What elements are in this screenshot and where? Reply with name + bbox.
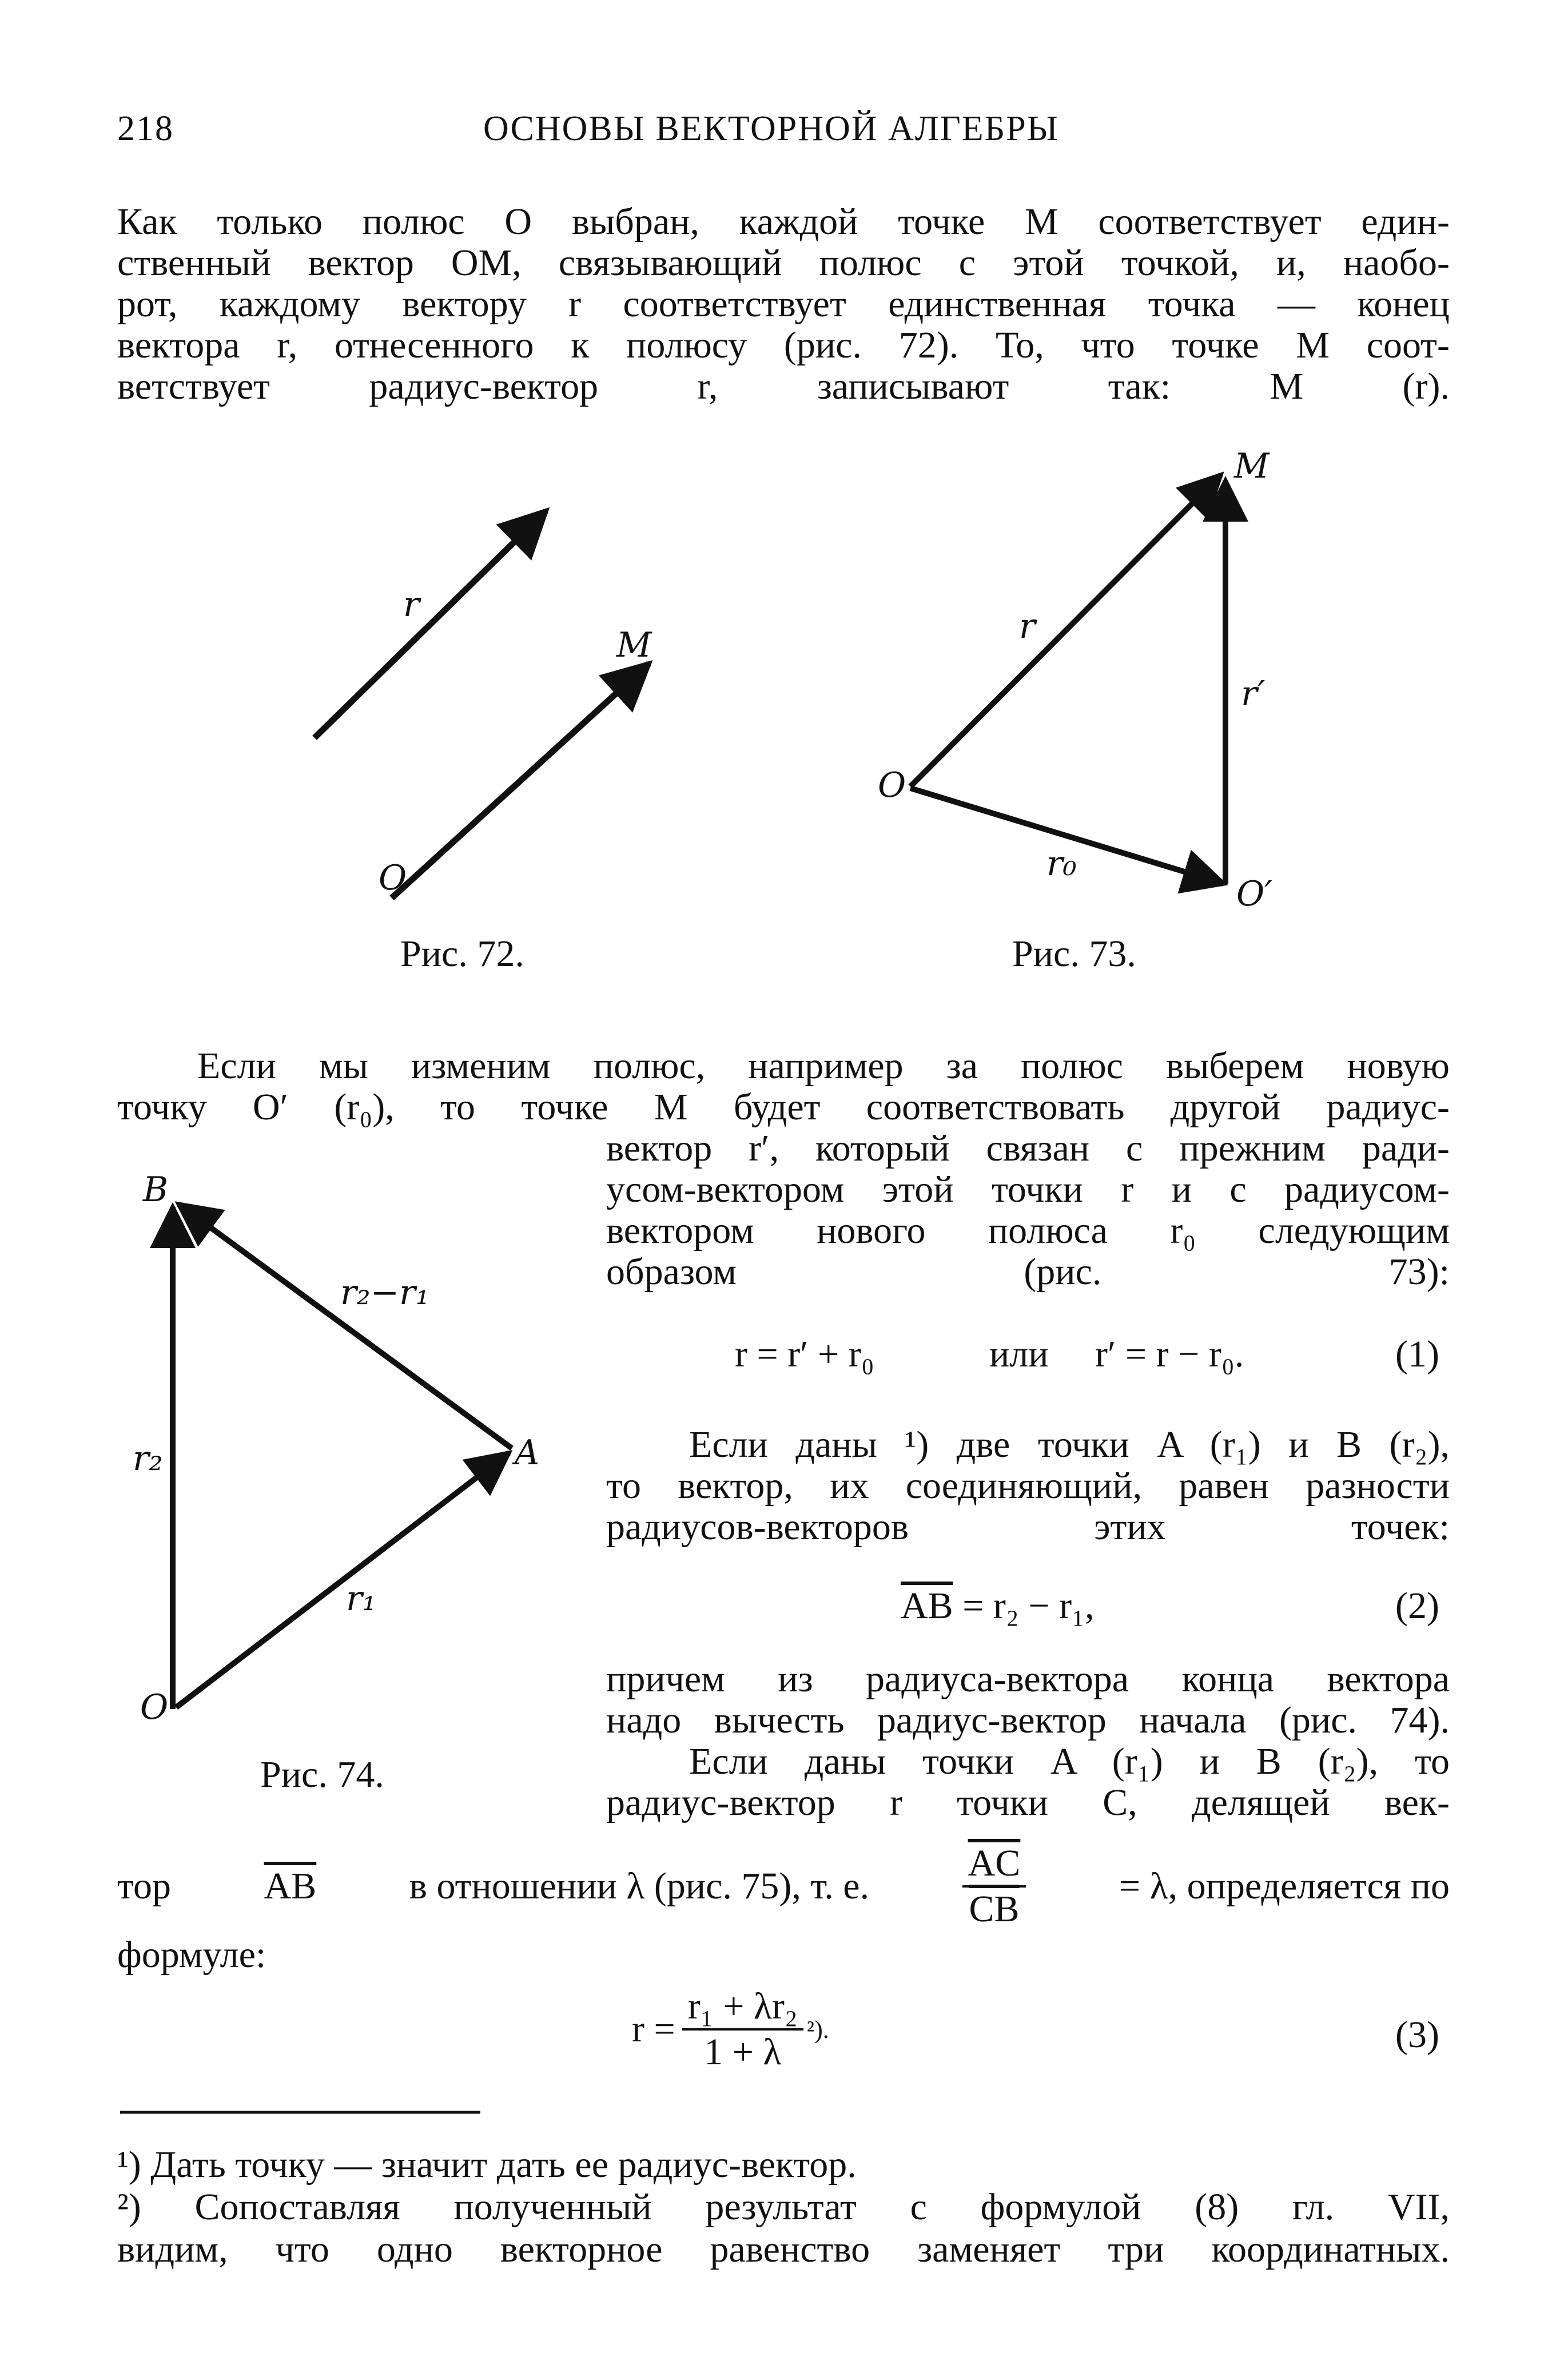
- label-M: M: [1234, 446, 1270, 486]
- vector-r2-minus-r1-arrow: [178, 1204, 512, 1448]
- running-title: ОСНОВЫ ВЕКТОРНОЙ АЛГЕБРЫ: [483, 109, 1059, 148]
- equation-1-left: r = r′ + r₀: [735, 1333, 874, 1375]
- footnote-2-cont: видим, что одно векторное равенство заменяет три координатных.: [117, 2228, 1450, 2270]
- vector-r-arrow: [910, 475, 1221, 786]
- text-line: точку O′ (r₀), то точке M будет соответствовать другой радиус-: [117, 1086, 1450, 1128]
- text-pre: тор: [117, 1865, 171, 1907]
- vector-r-arrow: [315, 511, 546, 738]
- segment-AC: $\overline{AC}$: [968, 1842, 1021, 1884]
- label-r: r: [1019, 606, 1036, 646]
- text-mid: в отношении λ (рис. 75), т. е.: [409, 1865, 870, 1907]
- text-line: образом (рис. 73):: [606, 1251, 1450, 1293]
- text-line: Если даны точки A (r₁) и B (r₂), то: [689, 1741, 1450, 1782]
- footnote-1: ¹) Дать точку — значит дать ее радиус-вектор.: [117, 2144, 857, 2186]
- paragraph-2-rest: [606, 1128, 1450, 1293]
- text-line: Если мы изменим полюс, например за полюс выберем новую: [197, 1045, 1450, 1087]
- vector-r1-arrow: [176, 1453, 509, 1707]
- label-B: B: [143, 1170, 169, 1210]
- text-line: рот, каждому вектору r соответствует единственная точка — конец: [117, 283, 1450, 325]
- equation-2-number: (2): [1395, 1585, 1439, 1627]
- text-line: усом-вектором этой точки r и с радиусом-: [606, 1169, 1450, 1210]
- text-line: вектора r, отнесенного к полюсу (рис. 72). То, что точке M соот-: [117, 324, 1450, 366]
- equation-1-number: (1): [1395, 1333, 1439, 1375]
- label-r2-minus-r1: r₂−r₁: [340, 1273, 429, 1313]
- text-line: то вектор, их соединяющий, равен разности: [606, 1465, 1450, 1507]
- ratio-fraction: [962, 1842, 1026, 1931]
- equation-3-denominator: 1 + λ: [704, 2031, 782, 2073]
- vector-OM-arrow: [392, 663, 649, 898]
- text-line: радиусов-векторов этих точек:: [606, 1506, 1450, 1548]
- equation-3: [632, 1985, 829, 2074]
- text-line: радиус-вектор r точки C, делящей век-: [606, 1782, 1450, 1823]
- text-line: причем из радиуса-вектора конца вектора: [606, 1658, 1450, 1700]
- text-line: Как только полюс O выбран, каждой точке M соответствует един-: [117, 201, 1450, 243]
- paragraph-3: [606, 1424, 1450, 1548]
- paragraph-5-last: формуле:: [117, 1934, 266, 1976]
- segment-AB: $\overline{AB}$: [901, 1585, 953, 1627]
- label-r: r: [403, 585, 420, 625]
- figure-72: [315, 511, 652, 898]
- text-line: Если даны ¹) две точки A (r₁) и B (r₂),: [689, 1424, 1450, 1465]
- equation-3-number: (3): [1395, 2014, 1439, 2056]
- equation-2: [901, 1584, 1095, 1628]
- label-M: M: [616, 625, 652, 665]
- label-A: A: [515, 1433, 540, 1473]
- footnotes: [117, 2144, 1450, 2271]
- label-r0: r₀: [1046, 844, 1077, 884]
- segment-CB: CB: [969, 1888, 1020, 1930]
- paragraph-5: [117, 1842, 1450, 1931]
- equation-1-right: r′ = r − r₀.: [1095, 1333, 1244, 1375]
- label-r-prime: r′: [1241, 674, 1265, 714]
- figure-72-caption: Рис. 72.: [400, 933, 524, 975]
- text-line: ственный вектор OM, связывающий полюс с этой точкой, и, наобо-: [117, 242, 1450, 284]
- equation-3-note: ²).: [806, 2015, 829, 2044]
- segment-AB: $\overline{AB}$: [264, 1865, 317, 1907]
- equation-3-lhs: r =: [632, 2008, 675, 2050]
- text-line: вектор r′, который связан с прежним ради-: [606, 1127, 1450, 1169]
- label-O: O: [379, 858, 407, 898]
- label-r2: r₂: [133, 1439, 163, 1479]
- text-post: = λ, определяется по: [1119, 1865, 1450, 1907]
- paragraph-2: [197, 1046, 1450, 1087]
- equation-2-rhs: = r₂ − r₁,: [962, 1585, 1095, 1627]
- text-line: надо вычесть радиус-вектор начала (рис. 74).: [606, 1699, 1450, 1741]
- page-number: 218: [117, 109, 174, 148]
- text-line: вектором нового полюса r₀ следующим: [606, 1210, 1450, 1251]
- label-O-prime: O′: [1236, 874, 1272, 914]
- paragraph-4: [606, 1659, 1450, 1823]
- figure-73-caption: Рис. 73.: [1012, 933, 1136, 975]
- equation-1-mid: или: [989, 1333, 1049, 1375]
- equation-3-numerator: r₁ + λr₂: [682, 1985, 803, 2031]
- figure-74-caption: Рис. 74.: [260, 1754, 384, 1795]
- label-r1: r₁: [346, 1579, 376, 1619]
- text-line: ветствует радиус-вектор r, записывают так: M (r).: [117, 365, 1450, 407]
- equation-3-fraction: [682, 1985, 803, 2074]
- paragraph-2-line-2: [117, 1087, 1450, 1128]
- label-O: O: [140, 1687, 169, 1727]
- figure-73: [910, 475, 1225, 884]
- label-O: O: [878, 765, 906, 805]
- footnote-2: ²) Сопоставляя полученный результат с формулой (8) гл. VII,: [117, 2186, 1450, 2228]
